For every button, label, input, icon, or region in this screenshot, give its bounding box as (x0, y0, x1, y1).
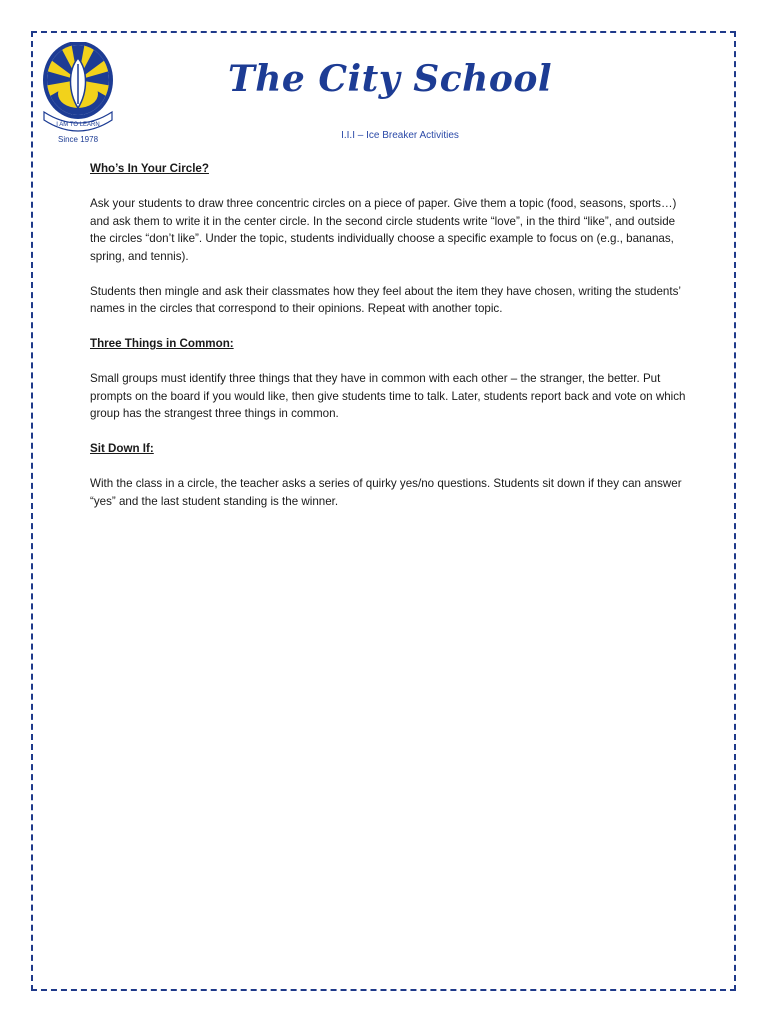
section-sit-down-if (90, 440, 690, 510)
document-content (90, 160, 690, 528)
section-three-things-in-common (90, 335, 690, 423)
crest-motto: I AM TO LEARN (56, 122, 100, 128)
section-heading: Sit Down If: (90, 442, 154, 455)
section-paragraph: Students then mingle and ask their classmates how they feel about the item they have chosen, writing the students’ names in the circles that correspond to their opinions. Repeat with another topic. (90, 284, 681, 315)
section-paragraph: Small groups must identify three things that they have in common with each other – the stranger, the better. Put prompts on the board if you would like, then give students time to talk. Later, students report back and vote on which group has the strangest three things in common. (90, 372, 686, 420)
section-heading: Three Things in Common: (90, 337, 234, 350)
section-paragraph: With the class in a circle, the teacher asks a series of quirky yes/no questions. Students sit down if they can answer “yes” and the last student standing is the winner. (90, 477, 682, 508)
document-subtitle: I.I.I – Ice Breaker Activities (341, 130, 459, 141)
school-crest-icon (38, 42, 118, 146)
section-heading: Who’s In Your Circle? (90, 162, 209, 175)
crest-since-label: Since 1978 (57, 135, 99, 144)
section-whos-in-your-circle (90, 160, 690, 318)
school-crest-graphic (38, 42, 118, 146)
school-title: The City School (227, 58, 553, 100)
section-paragraph: Ask your students to draw three concentric circles on a piece of paper. Give them a topic (food, seasons, sports…) and ask them to write it in the center circle. In the second circle students write “love”, in the third “like”, and outside the circles “don’t like”. Under the topic, students individually choose a specific example to focus on (e.g., bananas, spring, and tennis). (90, 197, 677, 263)
